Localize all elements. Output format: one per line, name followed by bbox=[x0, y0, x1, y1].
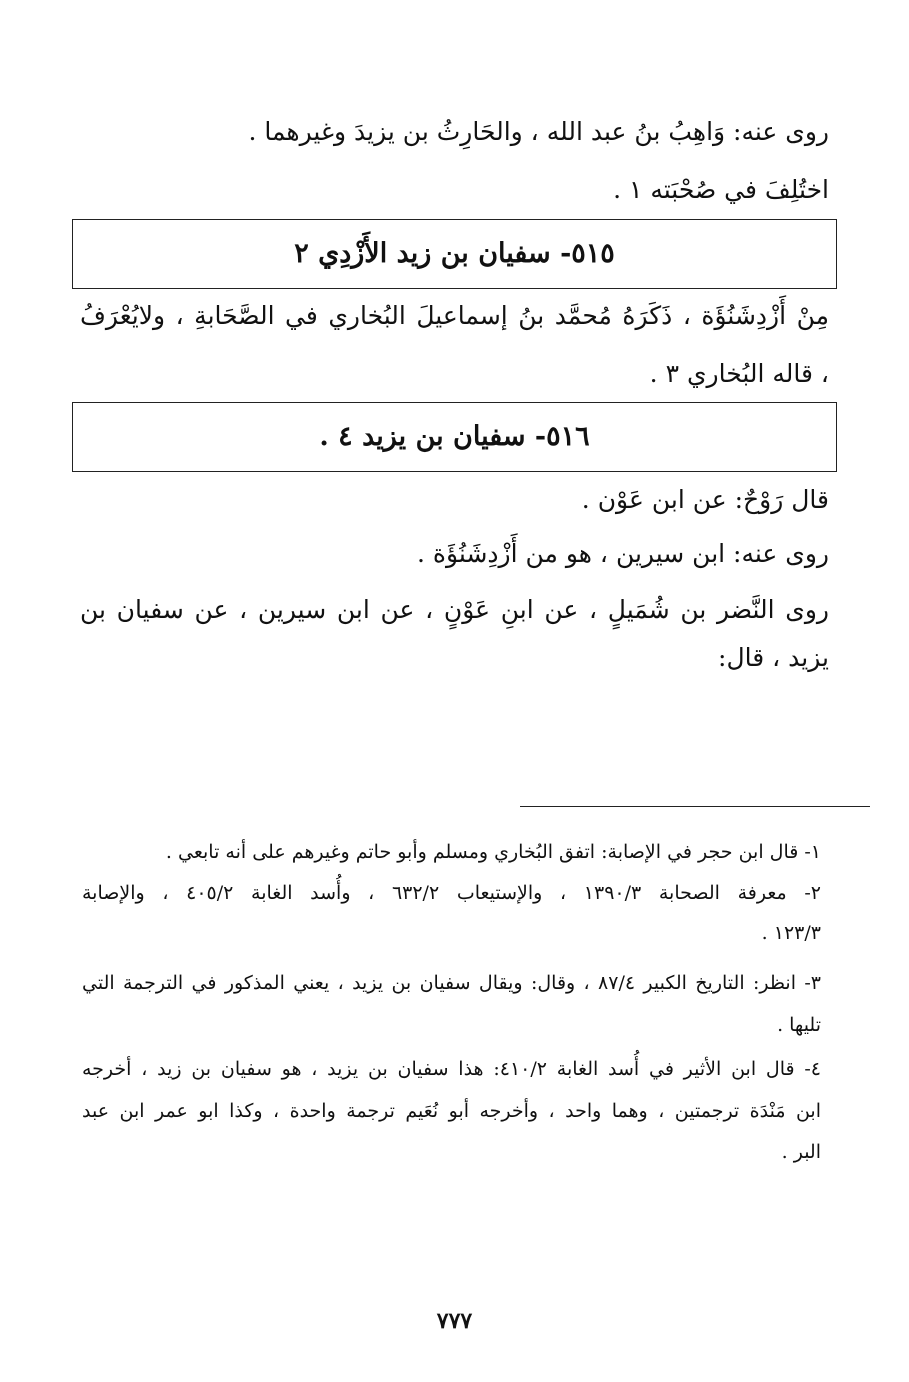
footnote-4-line-3: البر . bbox=[781, 1141, 821, 1163]
text-line-chain: روى النَّضر بن شُمَيلٍ ، عن ابنِ عَوْنٍ ، عن ابن سيرين ، عن سفيان بن bbox=[80, 595, 829, 624]
entry-516-title: ٥١٦- سفيان بن يزيد ٤ . bbox=[319, 421, 590, 452]
text-line-companionship: اختُلِفَ في صُحْبَته ١ . bbox=[613, 175, 829, 204]
footnote-4-line-2: ابن مَنْدَة ترجمتين ، وهما واحد ، وأخرجه أبو نُعَيم ترجمة واحدة ، وكذا ابو عمر ابن عبد bbox=[82, 1100, 821, 1122]
text-line-ibn-sirin: روى عنه: ابن سيرين ، هو من أَزْدِشَنُؤَة . bbox=[417, 539, 829, 568]
footnote-1: ١- قال ابن حجر في الإصابة: اتفق البُخاري ومسلم وأبو حاتم وغيرهم على أنه تابعي . bbox=[165, 841, 821, 863]
footnote-separator bbox=[520, 806, 870, 807]
footnote-4-line-1: ٤- قال ابن الأثير في أُسد الغابة ٤١٠/٢: هذا سفيان بن يزيد ، هو سفيان بن زيد ، أخرجه bbox=[82, 1058, 821, 1080]
footnote-2-line-1: ٢- معرفة الصحابة ١٣٩٠/٣ ، والإستيعاب ٦٣٢/٢ ، وأُسد الغابة ٤٠٥/٢ ، والإصابة bbox=[82, 882, 821, 904]
page-number: ٧٧٧ bbox=[436, 1308, 473, 1334]
footnote-2-line-2: ١٢٣/٣ . bbox=[761, 922, 821, 944]
text-line-narrators: روى عنه: وَاهِبُ بنُ عبد الله ، والحَارِثُ بن يزيدَ وغيرهما . bbox=[248, 117, 829, 146]
text-line-rawh: قال رَوْحٌ: عن ابن عَوْن . bbox=[581, 485, 829, 514]
text-line-bukhari: ، قاله البُخاري ٣ . bbox=[649, 359, 829, 388]
footnote-3-line-2: تليها . bbox=[777, 1014, 821, 1036]
entry-515-title: ٥١٥- سفيان بن زيد الأَزْدِي ٢ bbox=[294, 238, 615, 269]
footnote-3-line-1: ٣- انظر: التاريخ الكبير ٨٧/٤ ، وقال: ويقال سفيان بن يزيد ، يعني المذكور في الترجمة التي bbox=[82, 972, 821, 994]
entry-516-heading-box bbox=[72, 402, 837, 472]
text-line-yazid: يزيد ، قال: bbox=[718, 643, 829, 672]
text-line-origin: مِنْ أَزْدِشَنُؤَة ، ذَكَرَهُ مُحمَّد بنُ إسماعيلَ البُخاري في الصَّحَابةِ ، ولايُعْرَفُ bbox=[80, 301, 829, 330]
entry-515-heading-box bbox=[72, 219, 837, 289]
